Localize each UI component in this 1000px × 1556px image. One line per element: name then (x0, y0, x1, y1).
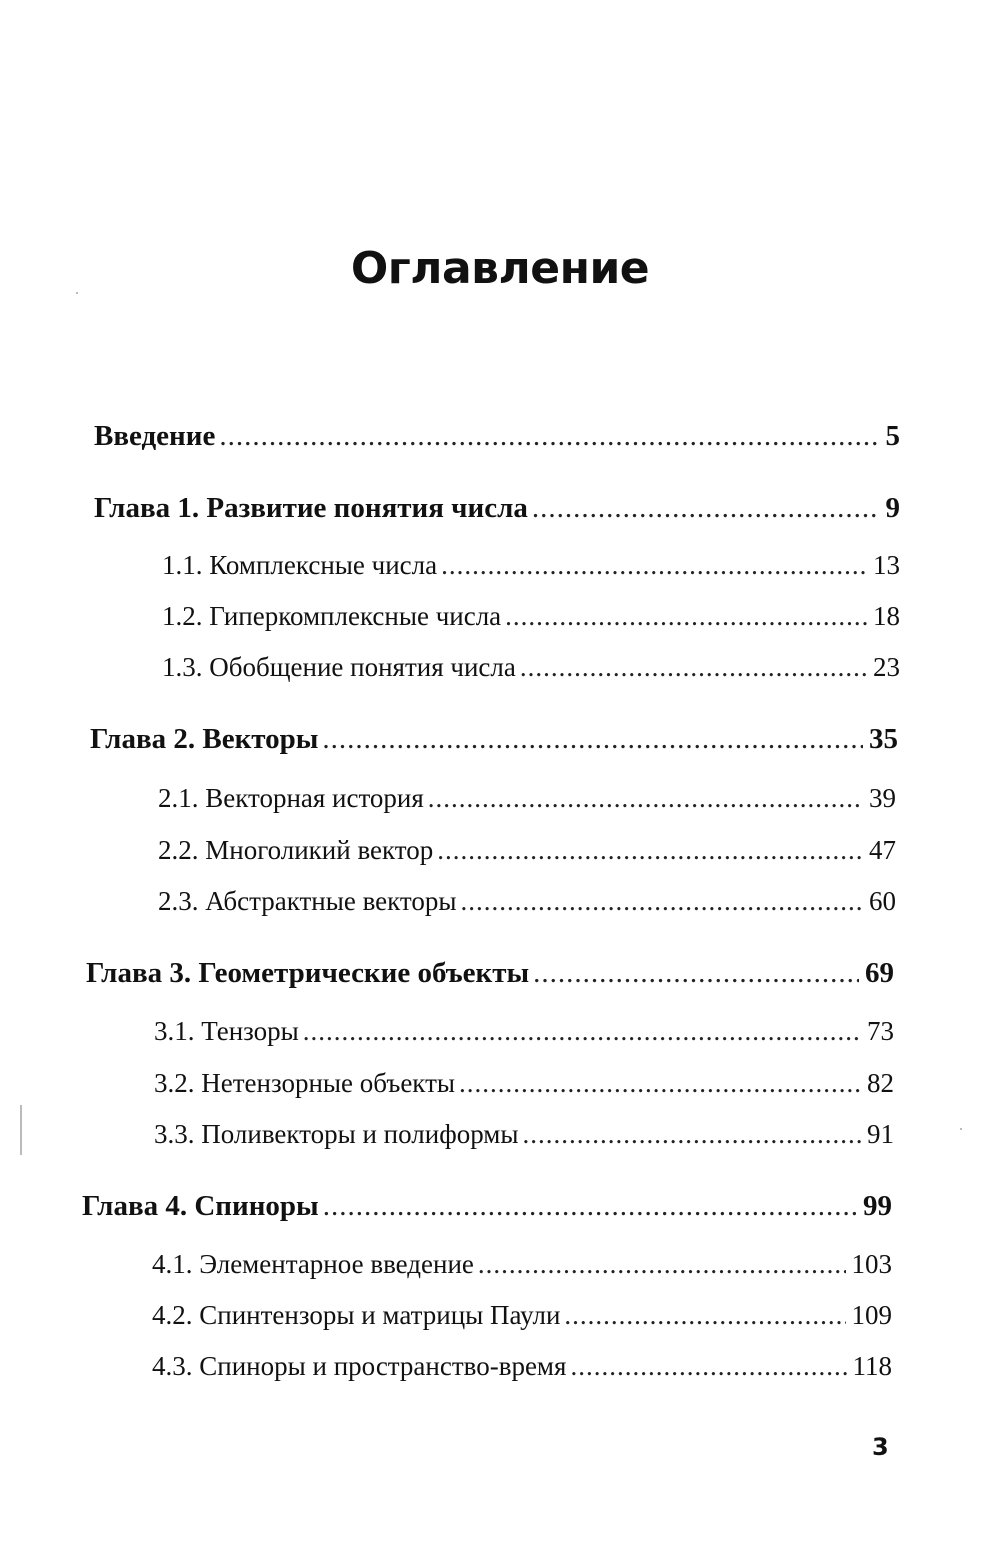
toc-entry-page: 99 (863, 1190, 892, 1222)
toc-entry-page: 5 (885, 420, 900, 452)
page-title: Оглавление (350, 243, 650, 295)
toc-entry-page: 35 (869, 723, 898, 755)
dot-leader (523, 1119, 861, 1150)
dot-leader (441, 550, 867, 581)
toc-entry-section-1-1[interactable] (162, 550, 900, 581)
toc-entry-section-3-2[interactable] (154, 1068, 894, 1099)
toc-entry-section-2-3[interactable] (158, 886, 896, 917)
toc-entry-page: 91 (867, 1119, 894, 1149)
dot-leader (219, 420, 879, 453)
toc-entry-label: 1.1. Комплексные числа (162, 550, 438, 580)
toc-entry-page: 60 (869, 886, 896, 916)
toc-entry-section-4-1[interactable] (152, 1249, 892, 1280)
toc-entry-section-1-3[interactable] (162, 652, 900, 683)
dot-leader (478, 1249, 846, 1280)
dot-leader (532, 492, 880, 525)
toc-entry-section-4-3[interactable] (152, 1351, 892, 1382)
scan-artifact-mark (20, 1105, 22, 1155)
toc-entry-page: 23 (873, 652, 900, 682)
toc-entry-label: 3.3. Поливекторы и полиформы (154, 1119, 519, 1149)
toc-entry-label: Введение (94, 420, 216, 452)
toc-entry-label: Глава 3. Геометрические объекты (86, 957, 530, 989)
toc-entry-label: 1.2. Гиперкомплексные числа (162, 601, 502, 631)
dot-leader (570, 1351, 846, 1382)
toc-entry-section-2-1[interactable] (158, 783, 896, 814)
toc-entry-label: 1.3. Обобщение понятия числа (162, 652, 516, 682)
toc-entry-page: 39 (869, 783, 896, 813)
scan-artifact-dot (76, 292, 78, 294)
toc-entry-section-3-3[interactable] (154, 1119, 894, 1150)
toc-entry-page: 18 (873, 601, 900, 631)
toc-entry-page: 69 (865, 957, 894, 989)
toc-entry-page: 9 (885, 492, 900, 524)
toc-entry-label: 2.1. Векторная история (158, 783, 424, 813)
toc-entry-chapter-2[interactable] (90, 723, 898, 756)
toc-entry-page: 118 (852, 1351, 892, 1381)
toc-entry-chapter-1[interactable] (94, 492, 900, 525)
toc-entry-introduction[interactable] (94, 420, 900, 453)
toc-entry-page: 13 (873, 550, 900, 580)
dot-leader (303, 1016, 861, 1047)
toc-entry-label: 2.3. Абстрактные векторы (158, 886, 457, 916)
toc-entry-label: 4.3. Спиноры и пространство-время (152, 1351, 567, 1381)
toc-entry-page: 82 (867, 1068, 894, 1098)
dot-leader (323, 1190, 857, 1223)
toc-entry-label: 2.2. Многоликий вектор (158, 835, 434, 865)
toc-entry-page: 47 (869, 835, 896, 865)
toc-entry-label: Глава 2. Векторы (90, 723, 319, 755)
toc-entry-section-1-2[interactable] (162, 601, 900, 632)
toc-entry-chapter-4[interactable] (82, 1190, 892, 1223)
toc-entry-page: 73 (867, 1016, 894, 1046)
dot-leader (437, 835, 863, 866)
toc-entry-label: 3.2. Нетензорные объекты (154, 1068, 456, 1098)
dot-leader (461, 886, 863, 917)
page-number: 3 (872, 1433, 889, 1461)
toc-entry-section-2-2[interactable] (158, 835, 896, 866)
toc-entry-chapter-3[interactable] (86, 957, 894, 990)
toc-entry-label: 4.1. Элементарное введение (152, 1249, 474, 1279)
toc-entry-page: 103 (851, 1249, 892, 1279)
dot-leader (505, 601, 867, 632)
dot-leader (520, 652, 867, 683)
toc-entry-page: 109 (851, 1300, 892, 1330)
toc-entry-section-4-2[interactable] (152, 1300, 892, 1331)
toc-entry-section-3-1[interactable] (154, 1016, 894, 1047)
dot-leader (459, 1068, 861, 1099)
scan-artifact-dot (960, 1128, 962, 1130)
toc-entry-label: Глава 1. Развитие понятия числа (94, 492, 528, 524)
dot-leader (564, 1300, 845, 1331)
dot-leader (428, 783, 863, 814)
toc-entry-label: Глава 4. Спиноры (82, 1190, 319, 1222)
toc-entry-label: 4.2. Спинтензоры и матрицы Паули (152, 1300, 561, 1330)
dot-leader (322, 723, 863, 756)
toc-entry-label: 3.1. Тензоры (154, 1016, 299, 1046)
dot-leader (533, 957, 859, 990)
